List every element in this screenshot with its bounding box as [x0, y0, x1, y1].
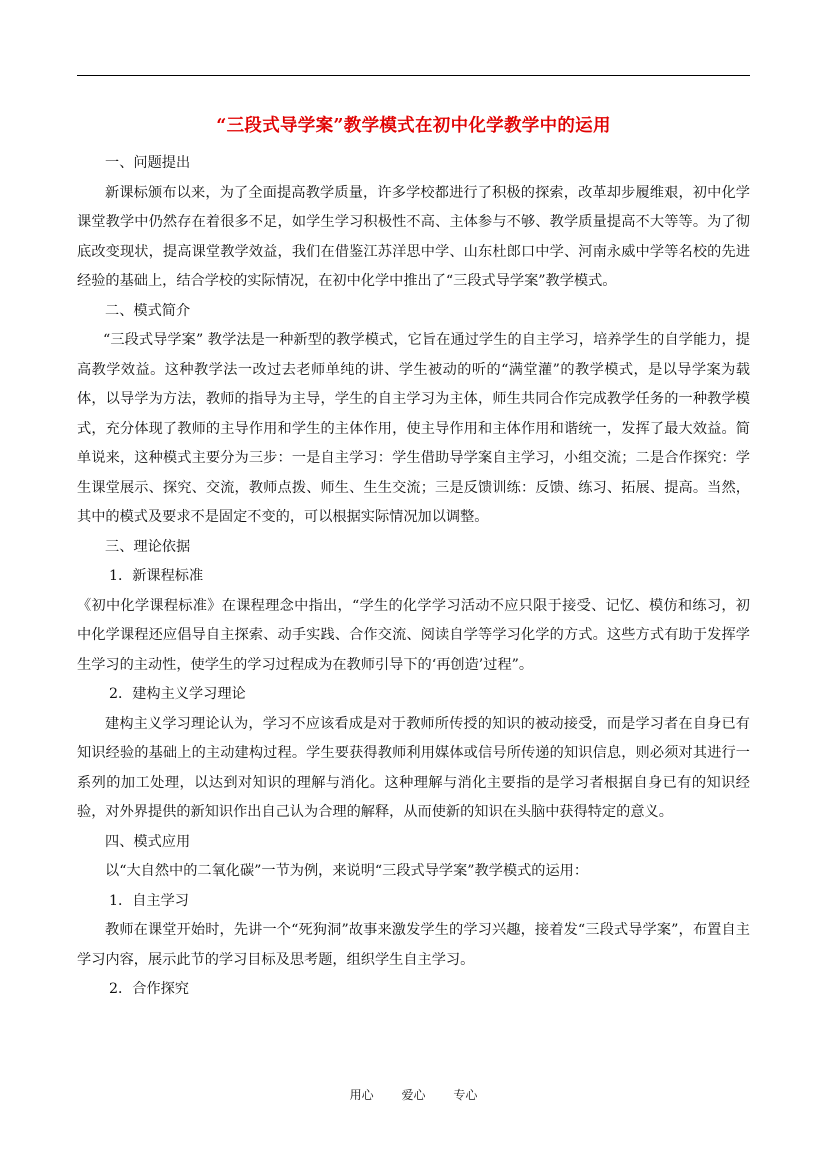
document-body	[77, 149, 750, 1005]
document-title: “三段式导学案”教学模式在初中化学教学中的运用	[216, 116, 611, 136]
subheading-self-study: 1．自主学习	[109, 892, 189, 909]
section-heading-problem: 一、问题提出	[105, 155, 191, 171]
footer-item: 专心	[453, 1088, 478, 1102]
section-heading-application: 四、模式应用	[105, 833, 191, 850]
header-rule	[77, 75, 750, 76]
page-footer	[0, 1086, 827, 1103]
subheading-constructivism: 2．建构主义学习理论	[109, 686, 246, 702]
footer-item: 爱心	[401, 1088, 426, 1102]
paragraph-self-study: 教师在课堂开始时，先讲一个“死狗洞”故事来激发学生的学习兴趣，接着发“三段式导学案”，布置自主学习内容，展示此节的学习目标及思考题，组织学生自主学习。	[77, 922, 750, 968]
paragraph-application-intro: 以“大自然中的二氧化碳”一节为例，来说明“三段式导学案”教学模式的运用：	[105, 863, 589, 879]
footer-item: 用心	[349, 1088, 374, 1102]
section-heading-model-intro: 二、模式简介	[105, 302, 191, 319]
subheading-cooperative-inquiry: 2．合作探究	[109, 981, 189, 997]
paragraph-curriculum-standard: 《初中化学课程标准》在课程理念中指出，“学生的化学学习活动不应只限于接受、记忆、模仿和练习，初中化学课程还应倡导自主探索、动手实践、合作交流、阅读自学等学习化学的方式。这些方式有助于发挥学生学习的主动性，使学生的学习过程成为在教师引导下的‘再创造’过程”。	[77, 597, 750, 673]
paragraph-model-intro: “三段式导学案” 教学法是一种新型的教学模式，它旨在通过学生的自主学习，培养学生的自学能力，提高教学效益。这种教学法一改过去老师单纯的讲、学生被动的听的“满堂灌”的教学模式，是以导学案为载体，以导学为方法，教师的指导为主导，学生的自主学习为主体，师生共同合作完成教学任务的一种教学模式，充分体现了教师的主导作用和学生的主体作用，使主导作用和主体作用和谐统一，发挥了最大效益。简单说来，这种模式主要分为三步：一是自主学习：学生借助导学案自主学习，小组交流；二是合作探究：学生课堂展示、探究、交流，教师点拨、师生、生生交流；三是反馈训练：反馈、练习、拓展、提高。当然，其中的模式及要求不是固定不变的，可以根据实际情况加以调整。	[77, 332, 750, 525]
subheading-curriculum-standard: 1．新课程标准	[109, 568, 204, 584]
paragraph-constructivism: 建构主义学习理论认为，学习不应该看成是对于教师所传授的知识的被动接受，而是学习者在自身已有知识经验的基础上的主动建构过程。学生要获得教师利用媒体或信号所传递的知识信息，则必须对其进行一系列的加工处理，以达到对知识的理解与消化。这种理解与消化主要指的是学习者根据自身已有的知识经验，对外界提供的新知识作出自己认为合理的解释，从而使新的知识在头脑中获得特定的意义。	[77, 715, 750, 820]
paragraph-problem: 新课标颁布以来，为了全面提高教学质量，许多学校都进行了积极的探索，改革却步履维艰，初中化学课堂教学中仍然存在着很多不足，如学生学习积极性不高、主体参与不够、教学质量提高不大等等。为了彻底改变现状，提高课堂教学效益，我们在借鉴江苏洋思中学、山东杜郎口中学、河南永威中学等名校的先进经验的基础上，结合学校的实际情况，在初中化学中推出了“三段式导学案”教学模式。	[77, 184, 750, 289]
section-heading-theory: 三、理论依据	[105, 538, 191, 555]
